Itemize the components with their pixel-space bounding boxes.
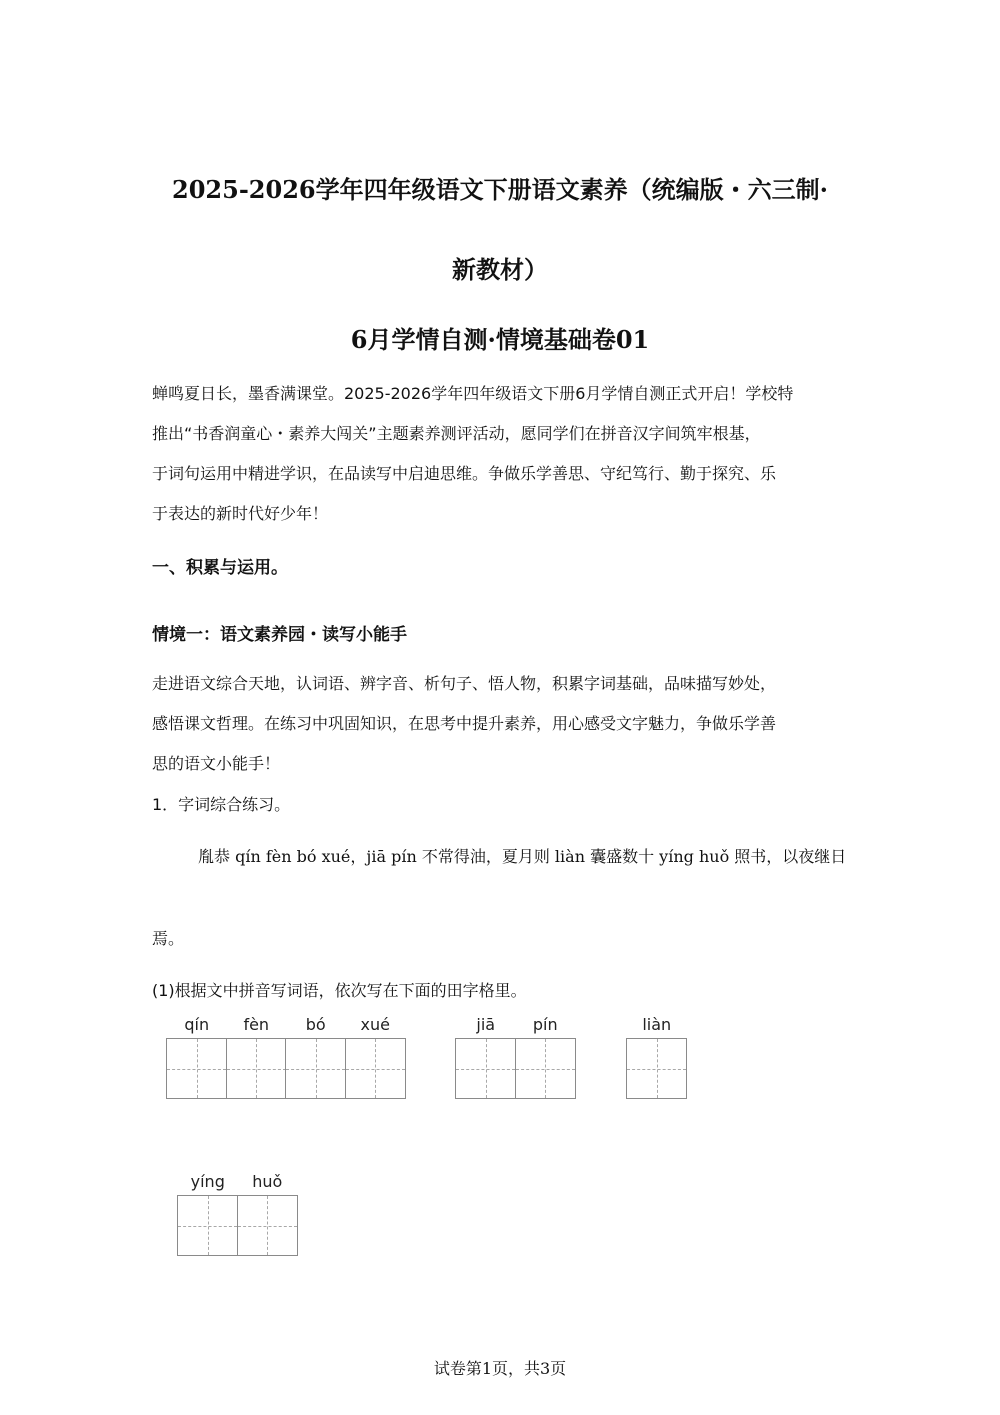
pinyin-label: jiā	[476, 1015, 496, 1034]
pinyin-row	[167, 1015, 405, 1034]
pinyin-label: xué	[360, 1015, 390, 1034]
page-footer: 试卷第1页，共3页	[433, 1359, 567, 1378]
tianzige-cell[interactable]	[345, 1038, 406, 1099]
section-heading: 一、积累与运用。	[152, 558, 288, 578]
pinyin-row	[178, 1172, 297, 1191]
pinyin-label: qín	[184, 1015, 210, 1034]
title-line-2: 新教材）	[452, 255, 548, 284]
tianzige-cell[interactable]	[166, 1038, 227, 1099]
passage-line-1: 胤恭 qín fèn bó xué，jiā pín 不常得油，夏月则 liàn 囊盛数十 yíng huǒ 照书，以夜继日	[198, 847, 847, 866]
intro-line: 于词句运用中精进学识，在品读写中启迪思维。争做乐学善思、守纪笃行、勤于探究、乐	[152, 464, 777, 483]
intro-line: 蝉鸣夏日长，墨香满课堂。2025-2026学年四年级语文下册6月学情自测正式开启！学校特	[152, 384, 794, 403]
tianzige-cell[interactable]	[455, 1038, 516, 1099]
tianzige-group	[626, 1038, 686, 1099]
scene-desc-line: 思的语文小能手！	[152, 754, 281, 773]
tianzige-group	[177, 1195, 296, 1256]
pinyin-row	[627, 1015, 687, 1034]
tianzige-cell[interactable]	[226, 1038, 287, 1099]
pinyin-label: huǒ	[252, 1172, 283, 1191]
tianzige-cell[interactable]	[626, 1038, 687, 1099]
scene-desc-line: 感悟课文哲理。在练习中巩固知识，在思考中提升素养，用心感受文字魅力，争做乐学善	[152, 714, 777, 733]
pinyin-label: pín	[532, 1015, 558, 1034]
tianzige-cell[interactable]	[515, 1038, 576, 1099]
question-label: 1．字词综合练习。	[152, 795, 291, 814]
passage-line-2: 焉。	[152, 929, 185, 948]
intro-line: 推出“书香润童心・素养大闯关”主题素养测评活动，愿同学们在拼音汉字间筑牢根基，	[152, 424, 761, 443]
tianzige-cell[interactable]	[237, 1195, 298, 1256]
scene-desc-line: 走进语文综合天地，认词语、辨字音、析句子、悟人物，积累字词基础，品味描写妙处，	[152, 674, 777, 693]
title-line-3: 6月学情自测·情境基础卷01	[350, 325, 650, 354]
tianzige-group	[455, 1038, 574, 1099]
intro-paragraph	[152, 374, 852, 534]
pinyin-label: yíng	[190, 1172, 225, 1191]
pinyin-label: fèn	[243, 1015, 270, 1034]
pinyin-label: bó	[305, 1015, 326, 1034]
pinyin-row	[456, 1015, 575, 1034]
tianzige-cell[interactable]	[285, 1038, 346, 1099]
scene-description	[152, 664, 852, 784]
tianzige-group	[166, 1038, 404, 1099]
sub-question-label: (1)根据文中拼音写词语，依次写在下面的田字格里。	[152, 981, 527, 1000]
intro-line: 于表达的新时代好少年！	[152, 504, 329, 523]
pinyin-label: liàn	[642, 1015, 672, 1034]
scene-heading: 情境一：语文素养园・读写小能手	[152, 625, 407, 645]
title-line-1: 2025-2026学年四年级语文下册语文素养（统编版・六三制·	[172, 175, 828, 204]
tianzige-cell[interactable]	[177, 1195, 238, 1256]
